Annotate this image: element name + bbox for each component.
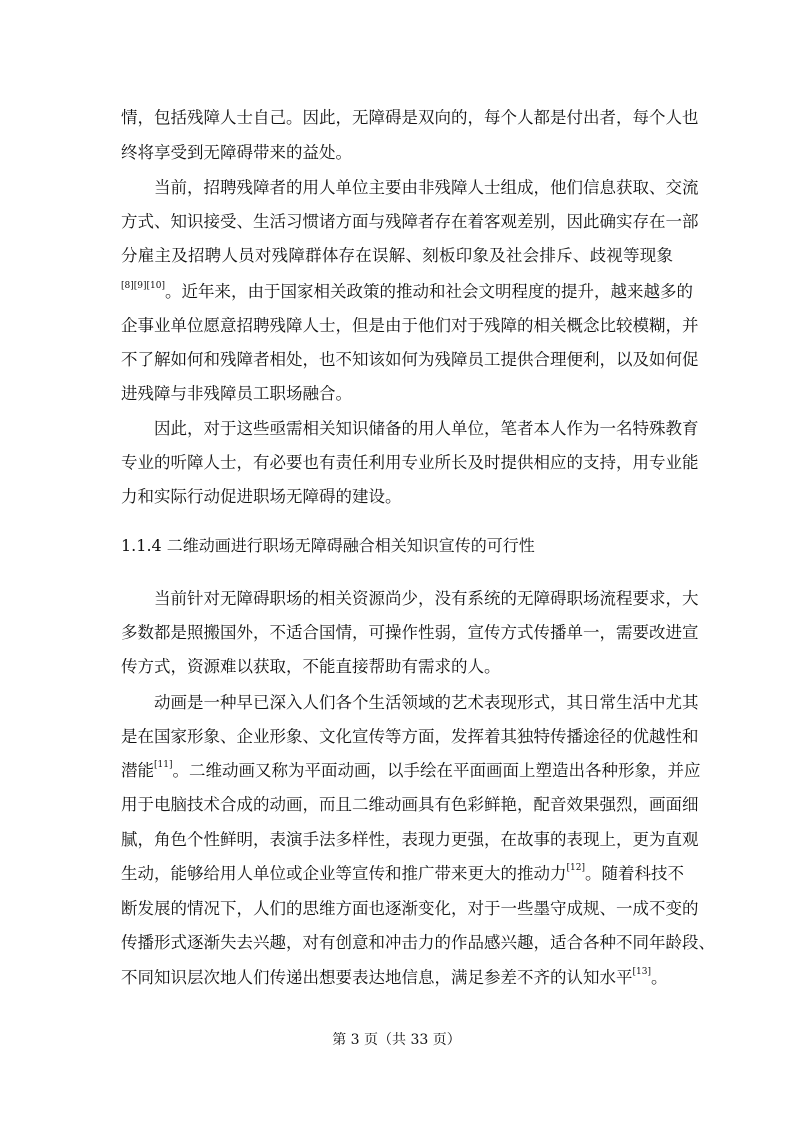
- line-text: 分雇主及招聘人员对残障群体存在误解、刻板印象及社会排斥、歧视等现象: [121, 246, 673, 265]
- line-text: 企事业单位愿意招聘残障人士，但是由于他们对于残障的相关概念比较模糊，并: [121, 316, 699, 335]
- body-line: [154, 693, 699, 713]
- line-text: 专业的听障人士，有必要也有责任利用专业所长及时提供相应的支持，用专业能: [121, 453, 699, 472]
- line-text: 力和实际行动促进职场无障碍的建设。: [121, 487, 402, 506]
- line-text: 多数都是照搬国外，不适合国情，可操作性弱，宣传方式传播单一，需要改进宣: [121, 623, 699, 642]
- line-text: 因此，对于这些亟需相关知识储备的用人单位，笔者本人作为一名特殊教育: [154, 419, 699, 438]
- line-text-rest: 。二维动画又称为平面动画，以手绘在平面画面上塑造出各种形象，并应: [172, 761, 701, 780]
- body-line: [121, 899, 699, 919]
- body-line: [121, 212, 699, 232]
- citation-ref: [12]: [566, 863, 585, 873]
- body-line: [121, 968, 673, 988]
- citation-ref: [13]: [632, 967, 651, 977]
- line-text: 情，包括残障人士自己。因此，无障碍是双向的，每个人都是付出者，每个人也: [121, 108, 699, 127]
- line-text-rest: 。: [650, 968, 668, 987]
- line-text: 传方式，资源难以获取，不能直接帮助有需求的人。: [121, 657, 501, 676]
- line-text: 方式、知识接受、生活习惯诸方面与残障者存在着客观差别，因此确实存在一部: [121, 212, 699, 231]
- body-line: [121, 316, 699, 336]
- body-line: [154, 589, 699, 609]
- body-line: [121, 487, 673, 507]
- body-line: [121, 108, 699, 128]
- body-line: [121, 795, 699, 815]
- citation-ref: [11]: [154, 760, 173, 770]
- body-line: [154, 419, 699, 439]
- line-text: 腻，角色个性鲜明，表演手法多样性，表现力更强，在故事的表现上，更为直观: [121, 830, 699, 849]
- page-footer: 第 3 页（共 33 页）: [332, 1032, 461, 1048]
- line-text: 动画是一种早已深入人们各个生活领域的艺术表现形式，其日常生活中尤其: [154, 693, 699, 712]
- line-text: 不同知识层次地人们传递出想要表达地信息，满足参差不齐的认知水平: [121, 968, 633, 987]
- line-text: 断发展的情况下，人们的思维方面也逐渐变化，对于一些墨守成规、一成不变的: [121, 899, 699, 918]
- line-text: 当前，招聘残障者的用人单位主要由非残障人士组成，他们信息获取、交流: [154, 178, 699, 197]
- line-text: 是在国家形象、企业形象、文化宣传等方面，发挥着其独特传播途径的优越性和: [121, 727, 699, 746]
- line-text: 。近年来，由于国家相关政策的推动和社会文明程度的提升，越来越多的: [164, 282, 693, 301]
- line-text: 潜能: [121, 761, 154, 780]
- body-line: [121, 281, 693, 302]
- line-text: 1.1.4 二维动画进行职场无障碍融合相关知识宣传的可行性: [121, 536, 535, 555]
- body-line: [121, 384, 673, 404]
- body-line: [154, 178, 699, 198]
- body-line: [121, 657, 673, 677]
- body-line: [121, 760, 701, 781]
- body-line: [121, 727, 699, 747]
- section-heading: [121, 536, 673, 556]
- line-text: 终将享受到无障碍带来的益处。: [121, 143, 352, 162]
- line-text: 当前针对无障碍职场的相关资源尚少，没有系统的无障碍职场流程要求，大: [154, 589, 699, 608]
- body-line: [121, 143, 673, 163]
- body-line: [121, 623, 699, 643]
- line-text: 不了解如何和残障者相处，也不知该如何为残障员工提供合理便利，以及如何促: [121, 350, 699, 369]
- body-line: [121, 453, 699, 473]
- body-line: [121, 830, 699, 850]
- body-line: [121, 350, 699, 370]
- body-line: [121, 933, 715, 953]
- line-text: 进残障与非残障员工职场融合。: [121, 384, 352, 403]
- line-text: 传播形式逐渐失去兴趣，对有创意和冲击力的作品感兴趣，适合各种不同年龄段、: [121, 933, 715, 952]
- body-line: [121, 246, 673, 266]
- body-line: [121, 863, 684, 884]
- line-text-rest: 。随着科技不: [584, 864, 684, 883]
- citation-ref: [8][9][10]: [121, 281, 165, 291]
- line-text: 用于电脑技术合成的动画，而且二维动画具有色彩鲜艳，配音效果强烈，画面细: [121, 795, 699, 814]
- line-text: 生动，能够给用人单位或企业等宣传和推广带来更大的推动力: [121, 864, 567, 883]
